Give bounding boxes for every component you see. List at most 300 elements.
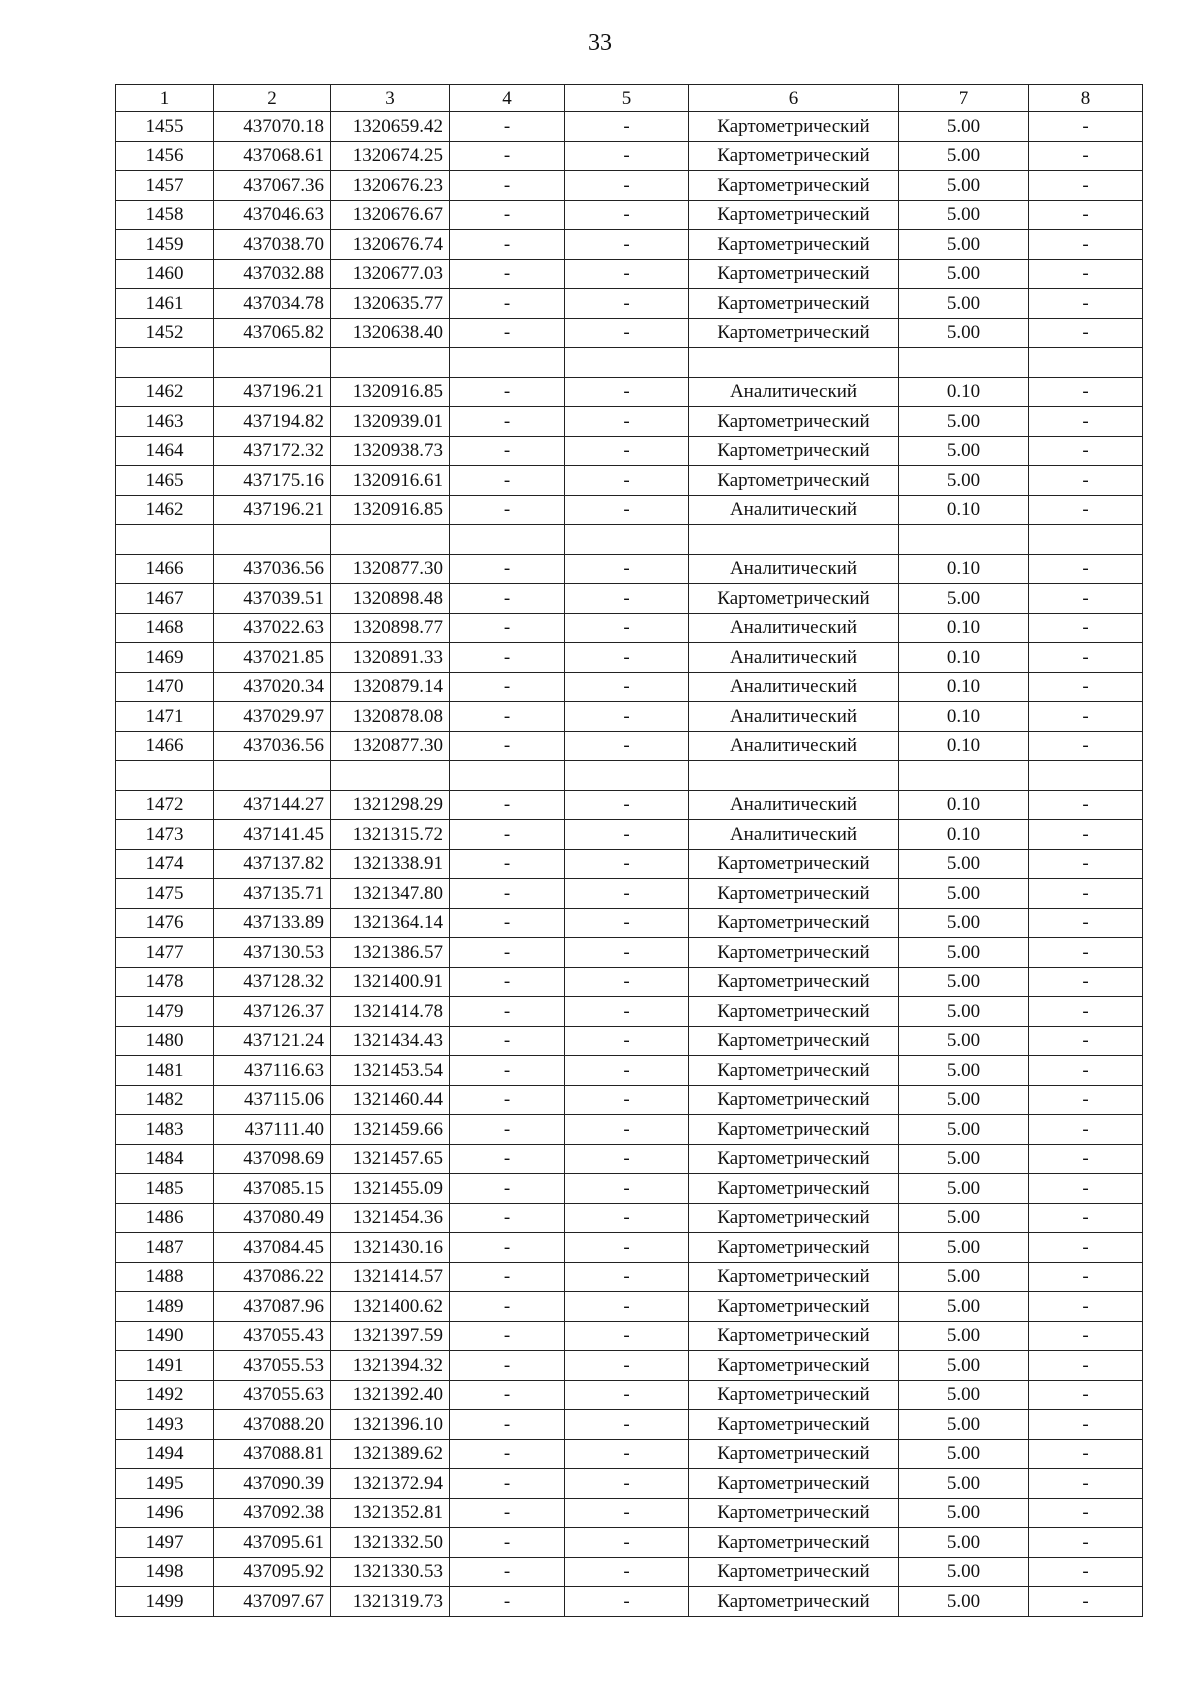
column-4-cell: - xyxy=(450,1203,565,1233)
point-number-cell: 1470 xyxy=(116,672,214,702)
x-coordinate-cell: 437196.21 xyxy=(214,377,331,407)
table-row xyxy=(116,1469,1143,1499)
method-cell: Картометрический xyxy=(689,1469,899,1499)
column-4-cell: - xyxy=(450,1233,565,1263)
column-4-cell: - xyxy=(450,495,565,525)
y-coordinate-cell: 1321332.50 xyxy=(331,1528,450,1558)
method-cell: Аналитический xyxy=(689,554,899,584)
column-header: 5 xyxy=(565,85,689,112)
column-5-cell xyxy=(565,761,689,791)
column-8-cell: - xyxy=(1029,731,1143,761)
method-cell: Картометрический xyxy=(689,849,899,879)
column-4-cell: - xyxy=(450,466,565,496)
point-number-cell: 1499 xyxy=(116,1587,214,1617)
point-number-cell: 1481 xyxy=(116,1056,214,1086)
method-cell xyxy=(689,348,899,378)
column-4-cell: - xyxy=(450,289,565,319)
point-number-cell: 1486 xyxy=(116,1203,214,1233)
point-number-cell: 1488 xyxy=(116,1262,214,1292)
column-5-cell: - xyxy=(565,141,689,171)
table-row xyxy=(116,1026,1143,1056)
accuracy-cell: 5.00 xyxy=(899,289,1029,319)
method-cell: Картометрический xyxy=(689,200,899,230)
column-4-cell: - xyxy=(450,938,565,968)
column-4-cell: - xyxy=(450,377,565,407)
x-coordinate-cell: 437087.96 xyxy=(214,1292,331,1322)
table-row xyxy=(116,1115,1143,1145)
column-4-cell: - xyxy=(450,112,565,142)
accuracy-cell: 5.00 xyxy=(899,230,1029,260)
table-row xyxy=(116,1557,1143,1587)
column-4-cell: - xyxy=(450,1528,565,1558)
x-coordinate-cell: 437135.71 xyxy=(214,879,331,909)
column-8-cell: - xyxy=(1029,938,1143,968)
method-cell xyxy=(689,525,899,555)
y-coordinate-cell: 1321396.10 xyxy=(331,1410,450,1440)
table-row xyxy=(116,643,1143,673)
table-row xyxy=(116,407,1143,437)
y-coordinate-cell: 1321364.14 xyxy=(331,908,450,938)
x-coordinate-cell: 437046.63 xyxy=(214,200,331,230)
accuracy-cell: 5.00 xyxy=(899,1056,1029,1086)
accuracy-cell: 0.10 xyxy=(899,790,1029,820)
column-8-cell: - xyxy=(1029,997,1143,1027)
table-row xyxy=(116,1321,1143,1351)
column-4-cell xyxy=(450,348,565,378)
column-header: 7 xyxy=(899,85,1029,112)
table-row xyxy=(116,731,1143,761)
column-5-cell: - xyxy=(565,672,689,702)
y-coordinate-cell: 1320676.74 xyxy=(331,230,450,260)
y-coordinate-cell: 1321414.78 xyxy=(331,997,450,1027)
y-coordinate-cell: 1320877.30 xyxy=(331,554,450,584)
accuracy-cell: 5.00 xyxy=(899,1498,1029,1528)
table-separator-row xyxy=(116,761,1143,791)
column-4-cell: - xyxy=(450,613,565,643)
method-cell: Картометрический xyxy=(689,318,899,348)
y-coordinate-cell: 1321389.62 xyxy=(331,1439,450,1469)
x-coordinate-cell: 437115.06 xyxy=(214,1085,331,1115)
point-number-cell xyxy=(116,761,214,791)
y-coordinate-cell: 1321386.57 xyxy=(331,938,450,968)
point-number-cell: 1459 xyxy=(116,230,214,260)
x-coordinate-cell: 437128.32 xyxy=(214,967,331,997)
page-number: 33 xyxy=(588,30,612,56)
column-5-cell: - xyxy=(565,1351,689,1381)
column-8-cell: - xyxy=(1029,466,1143,496)
column-5-cell: - xyxy=(565,436,689,466)
column-8-cell: - xyxy=(1029,377,1143,407)
column-4-cell: - xyxy=(450,1351,565,1381)
x-coordinate-cell: 437137.82 xyxy=(214,849,331,879)
column-4-cell: - xyxy=(450,1144,565,1174)
column-8-cell: - xyxy=(1029,436,1143,466)
x-coordinate-cell: 437121.24 xyxy=(214,1026,331,1056)
table-row xyxy=(116,584,1143,614)
table-separator-row xyxy=(116,348,1143,378)
table-row xyxy=(116,1292,1143,1322)
column-5-cell: - xyxy=(565,643,689,673)
method-cell: Картометрический xyxy=(689,466,899,496)
y-coordinate-cell: 1320898.77 xyxy=(331,613,450,643)
column-4-cell xyxy=(450,761,565,791)
column-4-cell: - xyxy=(450,1115,565,1145)
table-row xyxy=(116,672,1143,702)
method-cell: Аналитический xyxy=(689,820,899,850)
y-coordinate-cell: 1321414.57 xyxy=(331,1262,450,1292)
y-coordinate-cell: 1321298.29 xyxy=(331,790,450,820)
accuracy-cell: 5.00 xyxy=(899,1144,1029,1174)
x-coordinate-cell: 437133.89 xyxy=(214,908,331,938)
accuracy-cell: 5.00 xyxy=(899,1026,1029,1056)
point-number-cell: 1487 xyxy=(116,1233,214,1263)
point-number-cell xyxy=(116,348,214,378)
table-row xyxy=(116,820,1143,850)
column-4-cell: - xyxy=(450,1469,565,1499)
table-row xyxy=(116,1174,1143,1204)
column-5-cell: - xyxy=(565,1115,689,1145)
accuracy-cell xyxy=(899,348,1029,378)
column-header: 6 xyxy=(689,85,899,112)
x-coordinate-cell: 437022.63 xyxy=(214,613,331,643)
column-8-cell: - xyxy=(1029,1056,1143,1086)
point-number-cell: 1464 xyxy=(116,436,214,466)
column-8-cell: - xyxy=(1029,1262,1143,1292)
method-cell: Картометрический xyxy=(689,879,899,909)
x-coordinate-cell: 437036.56 xyxy=(214,731,331,761)
column-8-cell: - xyxy=(1029,702,1143,732)
point-number-cell: 1483 xyxy=(116,1115,214,1145)
table-row xyxy=(116,1233,1143,1263)
point-number-cell: 1492 xyxy=(116,1380,214,1410)
accuracy-cell: 0.10 xyxy=(899,495,1029,525)
x-coordinate-cell: 437095.61 xyxy=(214,1528,331,1558)
accuracy-cell: 5.00 xyxy=(899,1351,1029,1381)
y-coordinate-cell: 1321392.40 xyxy=(331,1380,450,1410)
column-4-cell: - xyxy=(450,141,565,171)
point-number-cell: 1469 xyxy=(116,643,214,673)
column-5-cell: - xyxy=(565,495,689,525)
point-number-cell: 1476 xyxy=(116,908,214,938)
x-coordinate-cell: 437067.36 xyxy=(214,171,331,201)
accuracy-cell: 5.00 xyxy=(899,1587,1029,1617)
x-coordinate-cell: 437020.34 xyxy=(214,672,331,702)
y-coordinate-cell: 1320879.14 xyxy=(331,672,450,702)
point-number-cell: 1462 xyxy=(116,495,214,525)
method-cell: Картометрический xyxy=(689,436,899,466)
column-5-cell: - xyxy=(565,1085,689,1115)
x-coordinate-cell: 437130.53 xyxy=(214,938,331,968)
column-8-cell: - xyxy=(1029,1085,1143,1115)
column-5-cell: - xyxy=(565,1056,689,1086)
column-8-cell: - xyxy=(1029,1380,1143,1410)
x-coordinate-cell: 437196.21 xyxy=(214,495,331,525)
column-4-cell: - xyxy=(450,407,565,437)
column-4-cell: - xyxy=(450,554,565,584)
accuracy-cell: 5.00 xyxy=(899,1380,1029,1410)
column-8-cell: - xyxy=(1029,1026,1143,1056)
point-number-cell: 1478 xyxy=(116,967,214,997)
column-8-cell: - xyxy=(1029,1410,1143,1440)
column-4-cell: - xyxy=(450,1498,565,1528)
column-5-cell: - xyxy=(565,879,689,909)
x-coordinate-cell: 437090.39 xyxy=(214,1469,331,1499)
point-number-cell: 1474 xyxy=(116,849,214,879)
column-5-cell: - xyxy=(565,967,689,997)
point-number-cell: 1463 xyxy=(116,407,214,437)
column-5-cell: - xyxy=(565,230,689,260)
method-cell: Картометрический xyxy=(689,1026,899,1056)
table-row xyxy=(116,1587,1143,1617)
column-4-cell: - xyxy=(450,1056,565,1086)
column-4-cell: - xyxy=(450,584,565,614)
table-row xyxy=(116,1085,1143,1115)
point-number-cell: 1461 xyxy=(116,289,214,319)
point-number-cell: 1452 xyxy=(116,318,214,348)
method-cell: Картометрический xyxy=(689,289,899,319)
point-number-cell: 1494 xyxy=(116,1439,214,1469)
y-coordinate-cell: 1320891.33 xyxy=(331,643,450,673)
column-8-cell: - xyxy=(1029,259,1143,289)
x-coordinate-cell xyxy=(214,761,331,791)
point-number-cell: 1479 xyxy=(116,997,214,1027)
point-number-cell: 1462 xyxy=(116,377,214,407)
x-coordinate-cell: 437070.18 xyxy=(214,112,331,142)
accuracy-cell: 5.00 xyxy=(899,1203,1029,1233)
y-coordinate-cell xyxy=(331,525,450,555)
y-coordinate-cell: 1321330.53 xyxy=(331,1557,450,1587)
method-cell: Картометрический xyxy=(689,1174,899,1204)
point-number-cell: 1457 xyxy=(116,171,214,201)
column-4-cell: - xyxy=(450,259,565,289)
column-header: 1 xyxy=(116,85,214,112)
table-row xyxy=(116,938,1143,968)
y-coordinate-cell: 1321400.91 xyxy=(331,967,450,997)
column-8-cell: - xyxy=(1029,554,1143,584)
accuracy-cell: 5.00 xyxy=(899,938,1029,968)
column-8-cell: - xyxy=(1029,1144,1143,1174)
table-row xyxy=(116,849,1143,879)
method-cell: Картометрический xyxy=(689,259,899,289)
column-4-cell: - xyxy=(450,1262,565,1292)
column-4-cell xyxy=(450,525,565,555)
accuracy-cell: 5.00 xyxy=(899,141,1029,171)
point-number-cell: 1455 xyxy=(116,112,214,142)
table-separator-row xyxy=(116,525,1143,555)
method-cell: Аналитический xyxy=(689,613,899,643)
accuracy-cell: 5.00 xyxy=(899,879,1029,909)
column-4-cell: - xyxy=(450,997,565,1027)
point-number-cell: 1489 xyxy=(116,1292,214,1322)
point-number-cell: 1497 xyxy=(116,1528,214,1558)
column-8-cell: - xyxy=(1029,967,1143,997)
method-cell: Картометрический xyxy=(689,1115,899,1145)
column-header: 3 xyxy=(331,85,450,112)
method-cell: Аналитический xyxy=(689,731,899,761)
y-coordinate-cell: 1321430.16 xyxy=(331,1233,450,1263)
accuracy-cell: 5.00 xyxy=(899,997,1029,1027)
x-coordinate-cell: 437034.78 xyxy=(214,289,331,319)
x-coordinate-cell: 437055.53 xyxy=(214,1351,331,1381)
column-5-cell: - xyxy=(565,790,689,820)
y-coordinate-cell: 1320938.73 xyxy=(331,436,450,466)
column-5-cell: - xyxy=(565,1587,689,1617)
point-number-cell: 1485 xyxy=(116,1174,214,1204)
accuracy-cell: 5.00 xyxy=(899,1557,1029,1587)
x-coordinate-cell: 437175.16 xyxy=(214,466,331,496)
method-cell: Картометрический xyxy=(689,1587,899,1617)
column-8-cell: - xyxy=(1029,1528,1143,1558)
method-cell: Картометрический xyxy=(689,1292,899,1322)
column-4-cell: - xyxy=(450,200,565,230)
column-5-cell: - xyxy=(565,1380,689,1410)
column-8-cell: - xyxy=(1029,1351,1143,1381)
accuracy-cell: 0.10 xyxy=(899,377,1029,407)
x-coordinate-cell: 437088.20 xyxy=(214,1410,331,1440)
table-row xyxy=(116,436,1143,466)
y-coordinate-cell: 1321459.66 xyxy=(331,1115,450,1145)
point-number-cell: 1490 xyxy=(116,1321,214,1351)
table-row xyxy=(116,466,1143,496)
method-cell: Картометрический xyxy=(689,1321,899,1351)
table-row xyxy=(116,171,1143,201)
method-cell: Аналитический xyxy=(689,643,899,673)
column-5-cell: - xyxy=(565,1498,689,1528)
method-cell: Картометрический xyxy=(689,1262,899,1292)
method-cell: Картометрический xyxy=(689,141,899,171)
table-row xyxy=(116,1380,1143,1410)
y-coordinate-cell: 1321453.54 xyxy=(331,1056,450,1086)
x-coordinate-cell: 437065.82 xyxy=(214,318,331,348)
accuracy-cell: 5.00 xyxy=(899,1262,1029,1292)
accuracy-cell: 5.00 xyxy=(899,318,1029,348)
column-8-cell: - xyxy=(1029,1557,1143,1587)
y-coordinate-cell xyxy=(331,761,450,791)
point-number-cell xyxy=(116,525,214,555)
column-5-cell: - xyxy=(565,584,689,614)
y-coordinate-cell: 1320916.61 xyxy=(331,466,450,496)
point-number-cell: 1456 xyxy=(116,141,214,171)
column-4-cell: - xyxy=(450,436,565,466)
column-5-cell: - xyxy=(565,702,689,732)
column-header: 2 xyxy=(214,85,331,112)
table-row xyxy=(116,554,1143,584)
column-4-cell: - xyxy=(450,672,565,702)
method-cell: Картометрический xyxy=(689,1557,899,1587)
y-coordinate-cell: 1320677.03 xyxy=(331,259,450,289)
x-coordinate-cell: 437055.43 xyxy=(214,1321,331,1351)
accuracy-cell: 0.10 xyxy=(899,613,1029,643)
point-number-cell: 1460 xyxy=(116,259,214,289)
column-4-cell: - xyxy=(450,1439,565,1469)
column-header: 8 xyxy=(1029,85,1143,112)
x-coordinate-cell: 437085.15 xyxy=(214,1174,331,1204)
column-8-cell: - xyxy=(1029,1233,1143,1263)
column-8-cell: - xyxy=(1029,672,1143,702)
accuracy-cell: 5.00 xyxy=(899,1528,1029,1558)
x-coordinate-cell: 437098.69 xyxy=(214,1144,331,1174)
column-5-cell: - xyxy=(565,1321,689,1351)
x-coordinate-cell: 437116.63 xyxy=(214,1056,331,1086)
column-8-cell: - xyxy=(1029,289,1143,319)
column-5-cell: - xyxy=(565,938,689,968)
method-cell: Картометрический xyxy=(689,1351,899,1381)
column-4-cell: - xyxy=(450,879,565,909)
table-row xyxy=(116,997,1143,1027)
column-8-cell: - xyxy=(1029,1498,1143,1528)
y-coordinate-cell: 1320877.30 xyxy=(331,731,450,761)
column-8-cell: - xyxy=(1029,820,1143,850)
column-4-cell: - xyxy=(450,643,565,673)
column-5-cell: - xyxy=(565,466,689,496)
y-coordinate-cell: 1320635.77 xyxy=(331,289,450,319)
x-coordinate-cell: 437021.85 xyxy=(214,643,331,673)
column-8-cell: - xyxy=(1029,1439,1143,1469)
method-cell: Картометрический xyxy=(689,1528,899,1558)
column-5-cell: - xyxy=(565,1203,689,1233)
column-8-cell: - xyxy=(1029,200,1143,230)
column-4-cell: - xyxy=(450,967,565,997)
column-5-cell: - xyxy=(565,849,689,879)
column-5-cell xyxy=(565,348,689,378)
column-header: 4 xyxy=(450,85,565,112)
column-4-cell: - xyxy=(450,702,565,732)
method-cell: Аналитический xyxy=(689,495,899,525)
point-number-cell: 1480 xyxy=(116,1026,214,1056)
coordinates-table xyxy=(115,84,1143,1617)
accuracy-cell: 5.00 xyxy=(899,436,1029,466)
column-4-cell: - xyxy=(450,1026,565,1056)
x-coordinate-cell: 437126.37 xyxy=(214,997,331,1027)
point-number-cell: 1468 xyxy=(116,613,214,643)
column-8-cell: - xyxy=(1029,1174,1143,1204)
x-coordinate-cell: 437039.51 xyxy=(214,584,331,614)
method-cell: Картометрический xyxy=(689,112,899,142)
table-body xyxy=(116,85,1143,1617)
column-5-cell: - xyxy=(565,377,689,407)
column-5-cell: - xyxy=(565,112,689,142)
table-row xyxy=(116,1528,1143,1558)
y-coordinate-cell: 1321394.32 xyxy=(331,1351,450,1381)
column-5-cell: - xyxy=(565,1292,689,1322)
y-coordinate-cell: 1321454.36 xyxy=(331,1203,450,1233)
table-row xyxy=(116,702,1143,732)
x-coordinate-cell: 437194.82 xyxy=(214,407,331,437)
column-4-cell: - xyxy=(450,908,565,938)
column-8-cell: - xyxy=(1029,171,1143,201)
y-coordinate-cell: 1320638.40 xyxy=(331,318,450,348)
accuracy-cell: 5.00 xyxy=(899,200,1029,230)
y-coordinate-cell: 1321372.94 xyxy=(331,1469,450,1499)
accuracy-cell: 5.00 xyxy=(899,1469,1029,1499)
x-coordinate-cell: 437084.45 xyxy=(214,1233,331,1263)
y-coordinate-cell: 1321397.59 xyxy=(331,1321,450,1351)
table-row xyxy=(116,377,1143,407)
column-4-cell: - xyxy=(450,171,565,201)
accuracy-cell: 5.00 xyxy=(899,1292,1029,1322)
point-number-cell: 1482 xyxy=(116,1085,214,1115)
point-number-cell: 1466 xyxy=(116,554,214,584)
point-number-cell: 1467 xyxy=(116,584,214,614)
point-number-cell: 1493 xyxy=(116,1410,214,1440)
x-coordinate-cell: 437141.45 xyxy=(214,820,331,850)
column-4-cell: - xyxy=(450,230,565,260)
accuracy-cell: 0.10 xyxy=(899,554,1029,584)
column-5-cell: - xyxy=(565,1439,689,1469)
column-8-cell: - xyxy=(1029,112,1143,142)
column-5-cell: - xyxy=(565,289,689,319)
x-coordinate-cell xyxy=(214,348,331,378)
